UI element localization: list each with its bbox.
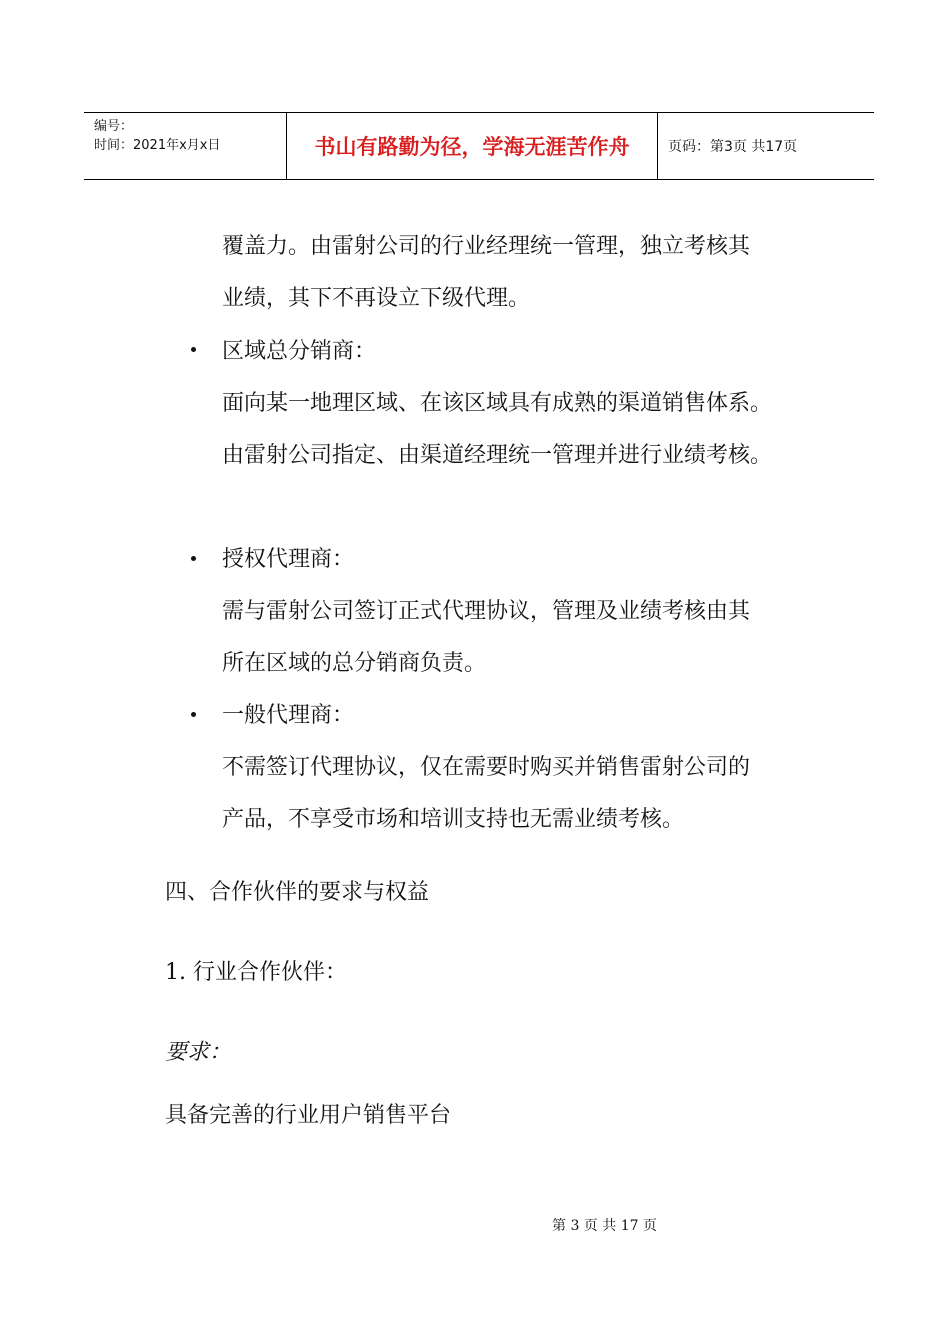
header-motto: 书山有路勤为径，学海无涯苦作舟	[286, 113, 658, 179]
requirements-label: 要求：	[165, 1040, 232, 1065]
general-agent-line-2: 产品，不享受市场和培训支持也无需业绩考核。	[222, 807, 685, 832]
bullet-dot	[191, 712, 196, 717]
regional-distributor-line-2: 由雷射公司指定、由渠道经理统一管理并进行业绩考核。	[222, 443, 773, 468]
header-meta	[84, 113, 286, 179]
intro-line-1: 覆盖力。由雷射公司的行业经理统一管理，独立考核其	[222, 234, 751, 259]
intro-line-2: 业绩，其下不再设立下级代理。	[222, 286, 531, 311]
general-agent-title: 一般代理商：	[222, 703, 355, 728]
general-agent-line-1: 不需签订代理协议，仅在需要时购买并销售雷射公司的	[222, 755, 751, 780]
document-time-label: 时间：2021年x月x日	[94, 138, 221, 153]
document-number-label: 编号：	[94, 119, 134, 134]
header-page-info: 页码：第3页 共17页	[668, 139, 798, 155]
regional-distributor-line-1: 面向某一地理区域、在该区域具有成熟的渠道销售体系。	[222, 391, 773, 416]
bullet-dot	[191, 347, 196, 352]
authorized-agent-title: 授权代理商：	[222, 547, 355, 572]
authorized-agent-line-1: 需与雷射公司签订正式代理协议，管理及业绩考核由其	[222, 599, 751, 624]
regional-distributor-title: 区域总分销商：	[222, 339, 377, 364]
subsection-heading: 1. 行业合作伙伴：	[165, 960, 347, 985]
bullet-dot	[191, 556, 196, 561]
requirement-item: 具备完善的行业用户销售平台	[165, 1103, 452, 1128]
section-heading: 四、合作伙伴的要求与权益	[165, 880, 430, 905]
page-footer: 第 3 页 共 17 页	[552, 1218, 657, 1234]
authorized-agent-line-2: 所在区域的总分销商负责。	[222, 651, 487, 676]
page-header	[84, 112, 874, 180]
